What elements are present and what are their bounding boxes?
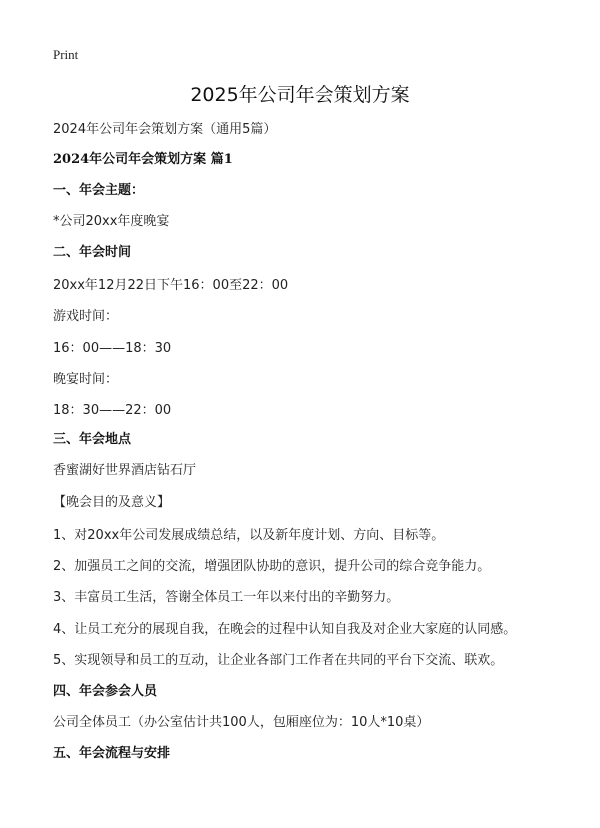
dinner-time-value: 18：30——22：00	[53, 403, 172, 418]
heading-time: 二、年会时间	[53, 245, 132, 260]
heading-venue: 三、年会地点	[53, 432, 132, 447]
venue-text: 香蜜湖好世界酒店钻石厅	[53, 463, 197, 478]
dinner-time-label: 晚宴时间：	[53, 372, 119, 387]
section-title: 2024年公司年会策划方案 篇1	[53, 152, 233, 167]
time-text: 20xx年12月22日下午16：00至22：00	[53, 278, 289, 293]
purpose-item-4: 4、让员工充分的展现自我，在晚会的过程中认知自我及对企业大家庭的认同感。	[53, 622, 517, 637]
theme-text: *公司20xx年度晚宴	[53, 214, 170, 229]
purpose-item-1: 1、对20xx年公司发展成绩总结，以及新年度计划、方向、目标等。	[53, 528, 445, 543]
attendees-text: 公司全体员工（办公室估计共100人，包厢座位为：10人*10桌）	[53, 715, 430, 730]
page-title: 2025年公司年会策划方案	[190, 84, 410, 106]
heading-attendees: 四、年会参会人员	[53, 684, 158, 699]
purpose-heading: 【晚会目的及意义】	[53, 495, 171, 510]
document-subtitle: 2024年公司年会策划方案（通用5篇）	[53, 122, 277, 137]
game-time-label: 游戏时间：	[53, 309, 119, 324]
purpose-item-5: 5、实现领导和员工的互动，让企业各部门工作者在共同的平台下交流、联欢。	[53, 653, 504, 668]
purpose-item-2: 2、加强员工之间的交流，增强团队协助的意识，提升公司的综合竞争能力。	[53, 559, 491, 574]
print-link[interactable]: Print	[53, 47, 79, 62]
game-time-value: 16：00——18：30	[53, 341, 172, 356]
purpose-item-3: 3、丰富员工生活，答谢全体员工一年以来付出的辛勤努力。	[53, 590, 400, 605]
heading-theme: 一、年会主题：	[53, 183, 145, 198]
heading-program: 五、年会流程与安排	[53, 746, 171, 761]
